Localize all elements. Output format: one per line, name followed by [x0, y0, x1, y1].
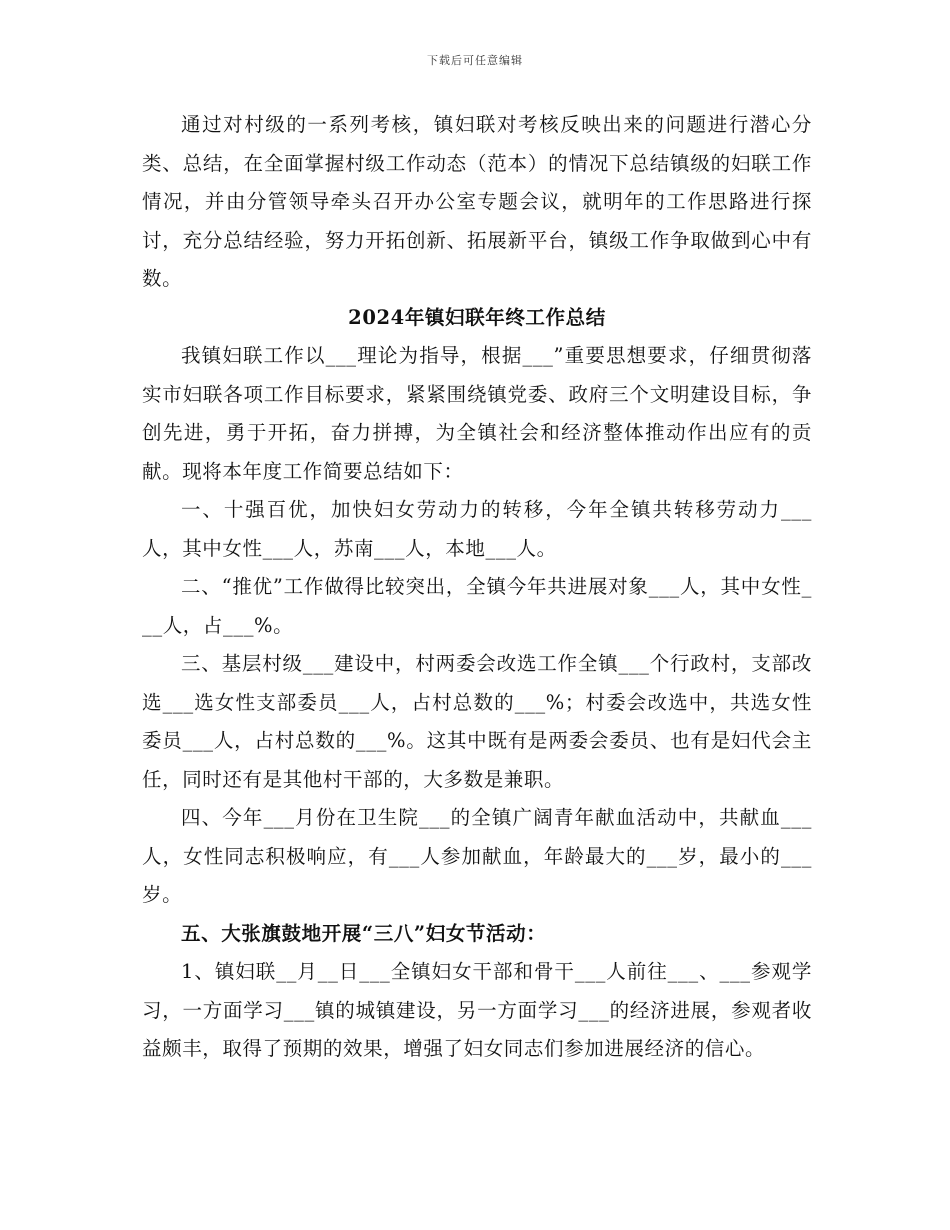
paragraph-intro-summary: 我镇妇联工作以___理论为指导，根据___”重要思想要求，仔细贯彻落实市妇联各项工作目标要求，紧紧围绕镇党委、政府三个文明建设目标，争创先进，勇于开拓，奋力拼搏，为全镇社会和经济整体推动作出应有的贡献。现将本年度工作简要总结如下：: [142, 344, 812, 483]
intro-paragraph: 通过对村级的一系列考核，镇妇联对考核反映出来的问题进行潜心分类、总结，在全面掌握村级工作动态（范本）的情况下总结镇级的妇联工作情况，并由分管领导牵头召开办公室专题会议，就明年的工作思路进行探讨，充分总结经验，努力开拓创新、拓展新平台，镇级工作争取做到心中有数。: [142, 113, 812, 290]
document-body: [142, 106, 812, 1069]
section-heading: 五、大张旗鼓地开展“三八”妇女节活动：: [181, 921, 547, 945]
page-header: 下载后可任意编辑: [427, 54, 523, 67]
paragraph-item-2: 二、“推优”工作做得比较突出，全镇今年共进展对象___人，其中女性___人，占___%。: [142, 575, 812, 637]
document-title: 2024年镇妇联年终工作总结: [348, 305, 606, 329]
section-paragraph: 1、镇妇联__月__日___全镇妇女干部和骨干___人前往___、___参观学习，一方面学习___镇的城镇建设，另一方面学习___的经济进展，参观者收益颇丰，取得了预期的效果，增强了妇女同志们参加进展经济的信心。: [142, 960, 812, 1060]
paragraph-item-1: 一、十强百优，加快妇女劳动力的转移，今年全镇共转移劳动力___人，其中女性___人，苏南___人，本地___人。: [142, 498, 812, 560]
paragraph-item-4: 四、今年___月份在卫生院___的全镇广阔青年献血活动中，共献血___人，女性同志积极响应，有___人参加献血，年龄最大的___岁，最小的___岁。: [142, 806, 812, 906]
paragraph-item-3: 三、基层村级___建设中，村两委会改选工作全镇___个行政村，支部改选___选女性支部委员___人，占村总数的___%；村委会改选中，共选女性委员___人，占村总数的___%。这其中既有是两委会委员、也有是妇代会主任，同时还有是其他村干部的，大多数是兼职。: [142, 652, 812, 791]
